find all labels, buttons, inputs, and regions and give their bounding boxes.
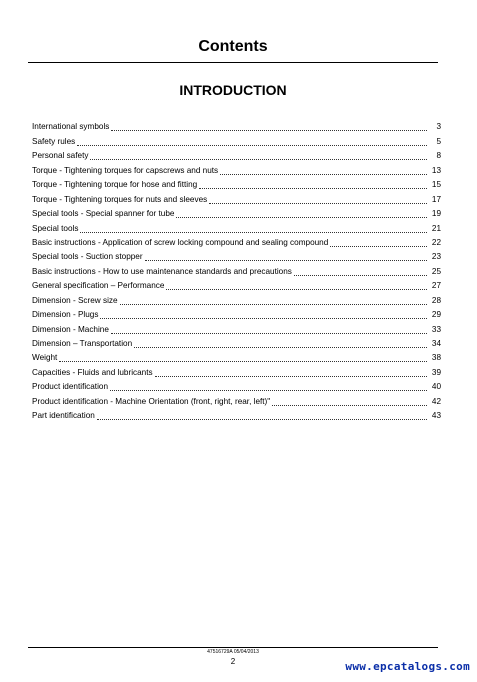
toc-entry-page: 39 — [431, 367, 441, 377]
toc-entry-label: Dimension - Plugs — [32, 310, 99, 320]
toc-entry[interactable] — [32, 118, 441, 132]
dot-leader — [330, 246, 427, 247]
toc-entry-label: Product identification - Machine Orientation (front, right, rear, left)" — [32, 396, 271, 406]
toc-entry-page: 17 — [431, 194, 441, 204]
toc-entry-page: 28 — [431, 295, 441, 305]
toc-entry-page: 3 — [436, 122, 441, 132]
toc-entry-label: Special tools - Special spanner for tube — [32, 209, 175, 219]
toc-entry[interactable] — [32, 176, 441, 190]
toc-entry-page: 43 — [431, 411, 441, 421]
toc-entry-label: Torque - Tightening torque for hose and fitting — [32, 180, 198, 190]
dot-leader — [80, 232, 427, 233]
toc-entry-page: 25 — [431, 266, 441, 276]
toc-entry[interactable] — [32, 392, 441, 406]
dot-leader — [111, 333, 427, 334]
toc-entry[interactable] — [32, 147, 441, 161]
toc-entry-page: 15 — [431, 180, 441, 190]
toc-entry[interactable] — [32, 335, 441, 349]
page-title: Contents — [198, 38, 268, 55]
toc-entry[interactable] — [32, 205, 441, 219]
toc-entry[interactable] — [32, 277, 441, 291]
toc-entry[interactable] — [32, 161, 441, 175]
toc-entry[interactable] — [32, 132, 441, 146]
toc-entry[interactable] — [32, 248, 441, 262]
watermark-url: www.epcatalogs.com — [345, 660, 470, 673]
dot-leader — [100, 318, 427, 319]
toc-entry-label: Torque - Tightening torques for nuts and sleeves — [32, 194, 208, 204]
toc-entry[interactable] — [32, 291, 441, 305]
toc-entry[interactable] — [32, 349, 441, 363]
dot-leader — [272, 405, 427, 406]
dot-leader — [145, 260, 427, 261]
toc-entry-label: Basic instructions - How to use maintenance standards and precautions — [32, 266, 292, 276]
toc-entry-page: 23 — [431, 252, 441, 262]
toc-entry-label: Dimension - Machine — [32, 324, 109, 334]
toc-entry[interactable] — [32, 234, 441, 248]
toc-entry[interactable] — [32, 363, 441, 377]
toc-entry-label: Part identification — [32, 411, 95, 421]
toc-entry-page: 13 — [431, 165, 441, 175]
dot-leader — [90, 159, 427, 160]
toc-entry-page: 8 — [436, 151, 441, 161]
toc-entry-label: International symbols — [32, 122, 110, 132]
dot-leader — [155, 376, 427, 377]
toc-entry-page: 21 — [431, 223, 441, 233]
dot-leader — [59, 361, 427, 362]
dot-leader — [77, 145, 427, 146]
toc-entry-page: 38 — [431, 353, 441, 363]
dot-leader — [199, 188, 427, 189]
toc-entry-page: 34 — [431, 339, 441, 348]
dot-leader — [166, 289, 427, 290]
toc-entry[interactable] — [32, 378, 441, 392]
toc-entry-page: 5 — [436, 136, 441, 146]
toc-entry-label: Special tools - Suction stopper — [32, 252, 143, 262]
dot-leader — [134, 347, 427, 348]
toc-entry-label: Torque - Tightening torques for capscrews and nuts — [32, 165, 219, 175]
toc-entry-page: 33 — [431, 324, 441, 334]
toc-entry-page: 40 — [431, 382, 441, 392]
toc-entry-label: Personal safety — [32, 151, 89, 161]
section-title: INTRODUCTION — [179, 82, 287, 98]
toc-entry-label: Capacities - Fluids and lubricants — [32, 367, 153, 377]
toc-entry[interactable] — [32, 407, 441, 421]
page-number: 2 — [230, 657, 236, 666]
dot-leader — [294, 275, 427, 276]
toc-entry-label: Dimension – Transportation — [32, 339, 133, 348]
toc-entry[interactable] — [32, 190, 441, 204]
toc-entry-page: 29 — [431, 310, 441, 320]
toc-entry-label: Special tools — [32, 223, 79, 233]
dot-leader — [110, 390, 427, 391]
toc-entry[interactable] — [32, 306, 441, 320]
toc-entry[interactable] — [32, 219, 441, 233]
toc-entry[interactable] — [32, 262, 441, 276]
document-code: 47516729A 05/04/2013 — [207, 649, 259, 655]
toc-entry-label: Weight — [32, 353, 58, 363]
toc-entry-page: 22 — [431, 237, 441, 247]
dot-leader — [176, 217, 427, 218]
dot-leader — [220, 174, 427, 175]
toc-entry-page: 42 — [431, 396, 441, 406]
dot-leader — [97, 419, 427, 420]
toc-entry-page: 27 — [431, 281, 441, 291]
dot-leader — [111, 130, 427, 131]
toc-entry-label: Product identification — [32, 382, 109, 392]
toc-entry[interactable] — [32, 320, 441, 334]
dot-leader — [209, 203, 427, 204]
toc-entry-page: 19 — [431, 209, 441, 219]
dot-leader — [120, 304, 427, 305]
toc-entry-label: Dimension - Screw size — [32, 295, 118, 305]
title-divider — [28, 62, 438, 63]
toc-entry-label: Basic instructions - Application of screw locking compound and sealing compound — [32, 237, 329, 247]
toc-entry-label: Safety rules — [32, 136, 76, 146]
table-of-contents — [32, 118, 441, 421]
toc-entry-label: General specification – Performance — [32, 281, 165, 291]
footer-divider — [28, 647, 438, 648]
